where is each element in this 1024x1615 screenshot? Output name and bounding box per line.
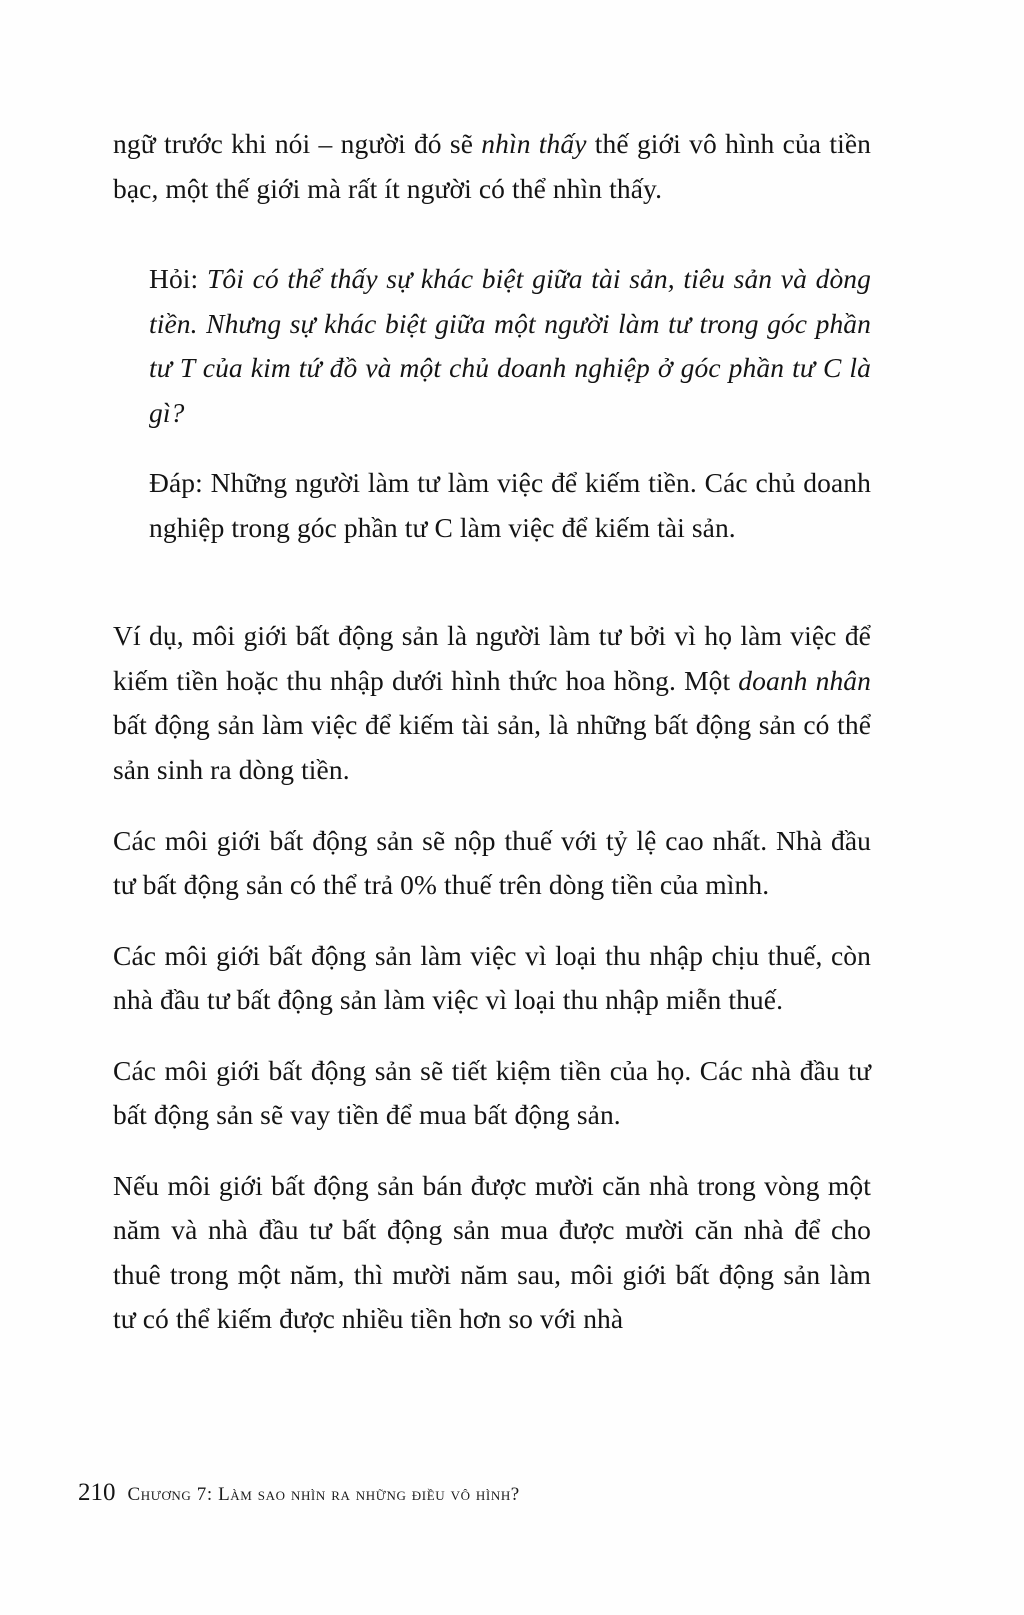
qa-question-text: Tôi có thể thấy sự khác biệt giữa tài sản, tiêu sản và dòng tiền. Nhưng sự khác biệt giữa một người làm tư trong góc phần tư T của kim tứ đồ và một chủ doanh nghiệp ở góc phần tư C là gì? [149,263,871,428]
qa-answer-label: Đáp: [149,467,203,499]
qa-question-label: Hỏi: [149,263,199,295]
paragraph-2-part1: Ví dụ, môi giới bất động sản là người làm tư bởi vì họ làm việc để kiếm tiền hoặc thu nhập dưới hình thức hoa hồng. Một [113,620,871,696]
qa-answer [149,461,871,550]
spacer [113,576,871,614]
footer-chapter-title: Chương 7: Làm sao nhìn ra những điều vô hình? [127,1484,520,1505]
qa-answer-text: Những người làm tư làm việc để kiếm tiền. Các chủ doanh nghiệp trong góc phần tư C làm việc để kiếm tài sản. [149,467,871,543]
page-number: 210 [78,1479,116,1506]
opening-text-part2: thế giới vô hình của tiền bạc, một thế giới mà rất ít người có thể nhìn thấy. [113,128,872,204]
spacer [113,237,871,257]
page-footer [78,1479,520,1507]
qa-block [149,257,871,550]
qa-question [149,257,871,435]
paragraph-2-emphasis: doanh nhân [738,664,871,696]
paragraph-5: Các môi giới bất động sản sẽ tiết kiệm tiền của họ. Các nhà đầu tư bất động sản sẽ vay tiền để mua bất động sản. [113,1054,871,1131]
paragraph-4: Các môi giới bất động sản làm việc vì loại thu nhập chịu thuế, còn nhà đầu tư bất động sản làm việc vì loại thu nhập miễn thuế. [113,939,871,1016]
opening-text-part1: ngữ trước khi nói – người đó sẽ [113,128,482,159]
paragraph-2-part2: bất động sản làm việc để kiếm tài sản, là những bất động sản có thể sản sinh ra dòng tiền. [113,709,871,786]
page-body [113,122,871,1342]
paragraph-opening [113,122,871,211]
paragraph-3: Các môi giới bất động sản sẽ nộp thuế với tỷ lệ cao nhất. Nhà đầu tư bất động sản có thể trả 0% thuế trên dòng tiền của mình. [113,824,871,901]
paragraph-2 [113,614,871,792]
paragraph-6: Nếu môi giới bất động sản bán được mười căn nhà trong vòng một năm và nhà đầu tư bất động sản mua được mười căn nhà để cho thuê trong một năm, thì mười năm sau, môi giới bất động sản làm tư có thể kiếm được nhiều tiền hơn so với nhà [113,1169,871,1335]
opening-text-emphasis: nhìn thấy [481,128,587,159]
